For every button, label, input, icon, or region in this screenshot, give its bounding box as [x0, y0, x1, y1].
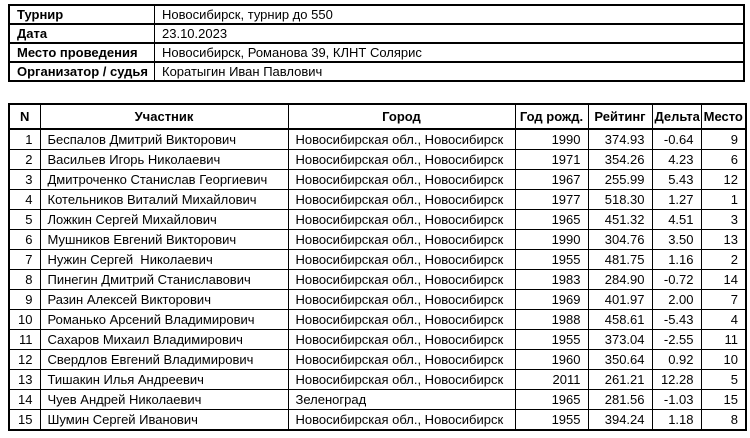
cell-delta: -0.64	[652, 129, 701, 150]
cell-year: 1977	[515, 190, 588, 210]
cell-rating: 255.99	[588, 170, 652, 190]
cell-year: 1955	[515, 330, 588, 350]
cell-city: Новосибирская обл., Новосибирск	[288, 350, 515, 370]
table-row	[9, 170, 746, 190]
cell-name: Ложкин Сергей Михайлович	[40, 210, 288, 230]
cell-city: Новосибирская обл., Новосибирск	[288, 270, 515, 290]
cell-n: 8	[9, 270, 40, 290]
cell-rating: 451.32	[588, 210, 652, 230]
cell-year: 1960	[515, 350, 588, 370]
column-header-name: Участник	[40, 104, 288, 129]
cell-delta: -1.03	[652, 390, 701, 410]
cell-n: 10	[9, 310, 40, 330]
cell-year: 2011	[515, 370, 588, 390]
cell-year: 1983	[515, 270, 588, 290]
table-row	[9, 210, 746, 230]
cell-rating: 261.21	[588, 370, 652, 390]
cell-n: 15	[9, 410, 40, 431]
info-row	[9, 62, 744, 81]
cell-place: 9	[701, 129, 746, 150]
cell-rating: 518.30	[588, 190, 652, 210]
table-row	[9, 390, 746, 410]
cell-n: 3	[9, 170, 40, 190]
cell-city: Новосибирская обл., Новосибирск	[288, 170, 515, 190]
cell-name: Котельников Виталий Михайлович	[40, 190, 288, 210]
cell-delta: 4.23	[652, 150, 701, 170]
cell-delta: 4.51	[652, 210, 701, 230]
cell-delta: 1.27	[652, 190, 701, 210]
cell-n: 7	[9, 250, 40, 270]
cell-delta: 1.18	[652, 410, 701, 431]
cell-delta: 5.43	[652, 170, 701, 190]
info-value: 23.10.2023	[155, 24, 745, 43]
cell-rating: 458.61	[588, 310, 652, 330]
cell-delta: 0.92	[652, 350, 701, 370]
cell-name: Сахаров Михаил Владимирович	[40, 330, 288, 350]
cell-name: Мушников Евгений Викторович	[40, 230, 288, 250]
results-header-row	[9, 104, 746, 129]
cell-city: Новосибирская обл., Новосибирск	[288, 210, 515, 230]
cell-name: Беспалов Дмитрий Викторович	[40, 129, 288, 150]
cell-place: 3	[701, 210, 746, 230]
cell-year: 1990	[515, 230, 588, 250]
cell-city: Новосибирская обл., Новосибирск	[288, 129, 515, 150]
cell-city: Новосибирская обл., Новосибирск	[288, 410, 515, 431]
cell-name: Разин Алексей Викторович	[40, 290, 288, 310]
cell-delta: 12.28	[652, 370, 701, 390]
table-row	[9, 129, 746, 150]
cell-year: 1990	[515, 129, 588, 150]
cell-name: Васильев Игорь Николаевич	[40, 150, 288, 170]
cell-city: Новосибирская обл., Новосибирск	[288, 370, 515, 390]
cell-n: 6	[9, 230, 40, 250]
cell-n: 14	[9, 390, 40, 410]
cell-place: 7	[701, 290, 746, 310]
tournament-info-table	[8, 4, 745, 82]
cell-city: Новосибирская обл., Новосибирск	[288, 290, 515, 310]
cell-year: 1967	[515, 170, 588, 190]
cell-city: Новосибирская обл., Новосибирск	[288, 330, 515, 350]
info-value: Новосибирск, турнир до 550	[155, 5, 745, 24]
column-header-city: Город	[288, 104, 515, 129]
table-row	[9, 330, 746, 350]
info-row	[9, 43, 744, 62]
cell-rating: 350.64	[588, 350, 652, 370]
cell-delta: 2.00	[652, 290, 701, 310]
cell-rating: 284.90	[588, 270, 652, 290]
cell-name: Романько Арсений Владимирович	[40, 310, 288, 330]
cell-place: 11	[701, 330, 746, 350]
table-row	[9, 270, 746, 290]
cell-n: 2	[9, 150, 40, 170]
cell-city: Новосибирская обл., Новосибирск	[288, 310, 515, 330]
cell-place: 15	[701, 390, 746, 410]
cell-name: Шумин Сергей Иванович	[40, 410, 288, 431]
cell-rating: 281.56	[588, 390, 652, 410]
cell-place: 6	[701, 150, 746, 170]
cell-delta: -0.72	[652, 270, 701, 290]
table-row	[9, 190, 746, 210]
info-value: Новосибирск, Романова 39, КЛНТ Солярис	[155, 43, 745, 62]
column-header-delta: Дельта	[652, 104, 701, 129]
cell-place: 1	[701, 190, 746, 210]
cell-delta: 3.50	[652, 230, 701, 250]
cell-place: 2	[701, 250, 746, 270]
info-label: Дата	[9, 24, 155, 43]
cell-n: 9	[9, 290, 40, 310]
cell-year: 1969	[515, 290, 588, 310]
cell-year: 1965	[515, 390, 588, 410]
cell-delta: 1.16	[652, 250, 701, 270]
info-label: Турнир	[9, 5, 155, 24]
cell-city: Новосибирская обл., Новосибирск	[288, 150, 515, 170]
table-row	[9, 350, 746, 370]
cell-place: 10	[701, 350, 746, 370]
cell-n: 13	[9, 370, 40, 390]
cell-rating: 304.76	[588, 230, 652, 250]
cell-n: 11	[9, 330, 40, 350]
table-row	[9, 150, 746, 170]
cell-year: 1988	[515, 310, 588, 330]
cell-city: Новосибирская обл., Новосибирск	[288, 250, 515, 270]
cell-year: 1955	[515, 410, 588, 431]
cell-place: 12	[701, 170, 746, 190]
cell-delta: -2.55	[652, 330, 701, 350]
cell-rating: 401.97	[588, 290, 652, 310]
table-row	[9, 250, 746, 270]
cell-year: 1971	[515, 150, 588, 170]
cell-place: 14	[701, 270, 746, 290]
cell-year: 1955	[515, 250, 588, 270]
table-row	[9, 230, 746, 250]
cell-year: 1965	[515, 210, 588, 230]
cell-name: Свердлов Евгений Владимирович	[40, 350, 288, 370]
cell-rating: 354.26	[588, 150, 652, 170]
cell-n: 12	[9, 350, 40, 370]
cell-rating: 481.75	[588, 250, 652, 270]
cell-delta: -5.43	[652, 310, 701, 330]
cell-place: 4	[701, 310, 746, 330]
info-row	[9, 5, 744, 24]
column-header-year: Год рожд.	[515, 104, 588, 129]
table-row	[9, 310, 746, 330]
cell-name: Дмитроченко Станислав Георгиевич	[40, 170, 288, 190]
cell-name: Пинегин Дмитрий Станиславович	[40, 270, 288, 290]
cell-name: Чуев Андрей Николаевич	[40, 390, 288, 410]
cell-name: Нужин Сергей Николаевич	[40, 250, 288, 270]
table-row	[9, 370, 746, 390]
column-header-rating: Рейтинг	[588, 104, 652, 129]
cell-place: 5	[701, 370, 746, 390]
results-table	[8, 103, 747, 431]
cell-n: 1	[9, 129, 40, 150]
column-header-n: N	[9, 104, 40, 129]
cell-place: 13	[701, 230, 746, 250]
cell-city: Новосибирская обл., Новосибирск	[288, 190, 515, 210]
table-row	[9, 290, 746, 310]
cell-n: 4	[9, 190, 40, 210]
cell-city: Новосибирская обл., Новосибирск	[288, 230, 515, 250]
cell-place: 8	[701, 410, 746, 431]
cell-city: Зеленоград	[288, 390, 515, 410]
cell-name: Тишакин Илья Андреевич	[40, 370, 288, 390]
info-label: Организатор / судья	[9, 62, 155, 81]
cell-rating: 394.24	[588, 410, 652, 431]
column-header-place: Место	[701, 104, 746, 129]
table-row	[9, 410, 746, 431]
info-value: Коратыгин Иван Павлович	[155, 62, 745, 81]
info-row	[9, 24, 744, 43]
cell-n: 5	[9, 210, 40, 230]
info-label: Место проведения	[9, 43, 155, 62]
cell-rating: 374.93	[588, 129, 652, 150]
cell-rating: 373.04	[588, 330, 652, 350]
